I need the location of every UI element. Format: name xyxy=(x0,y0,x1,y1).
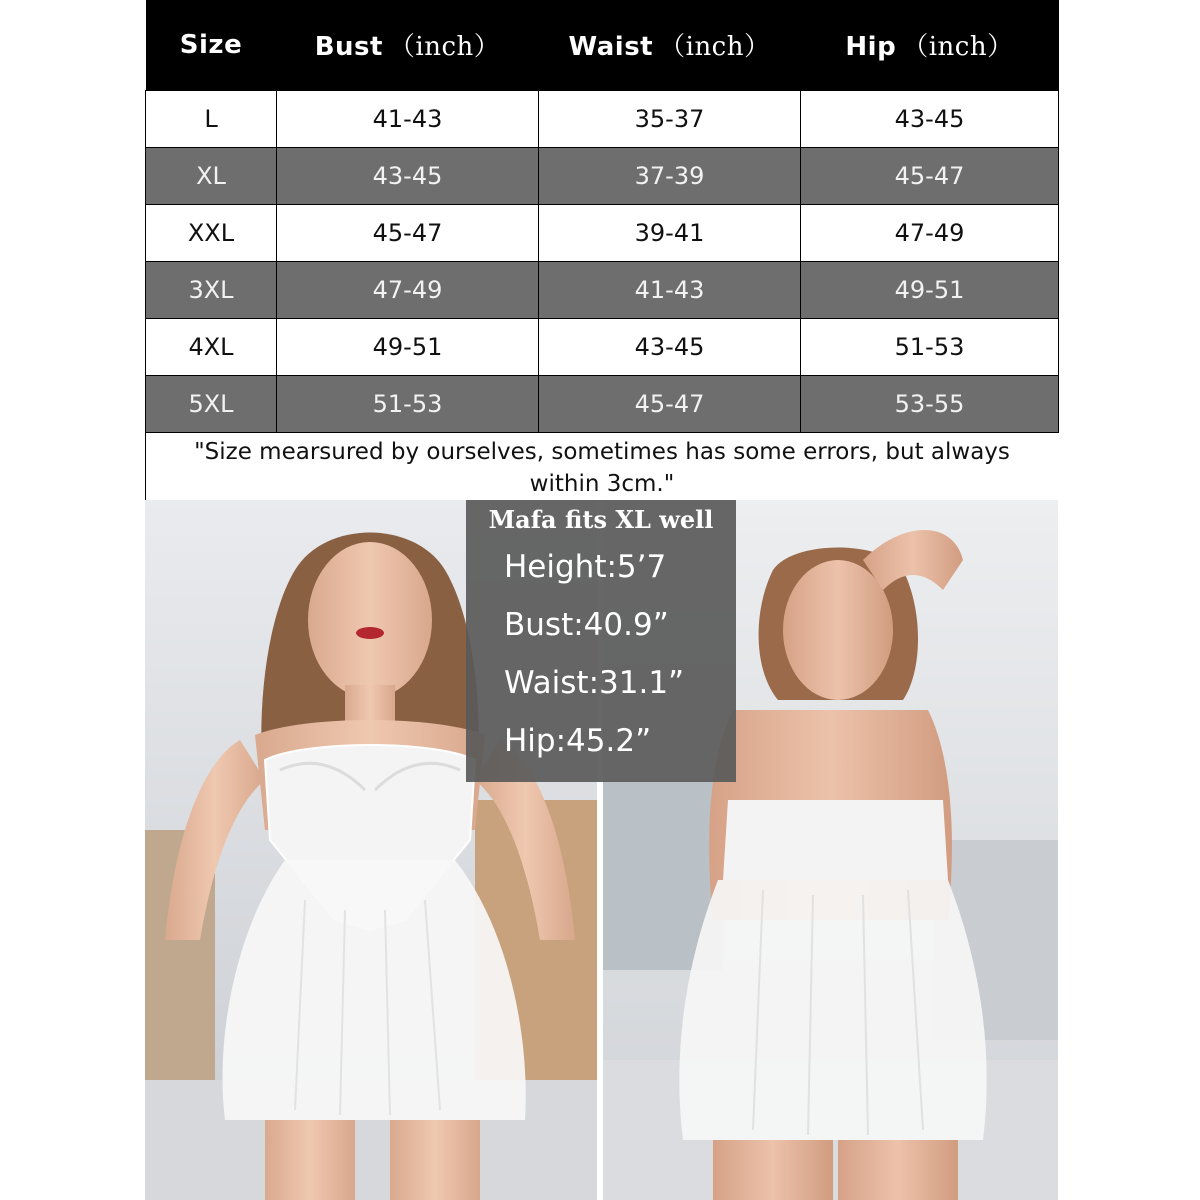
header-bust-unit: （inch） xyxy=(388,32,501,63)
header-hip-unit: （inch） xyxy=(902,32,1014,63)
cell-waist: 41-43 xyxy=(539,261,801,318)
model-bust: Bust:40.9” xyxy=(504,607,669,643)
cell-waist: 35-37 xyxy=(539,90,801,147)
cell-size: XL xyxy=(146,147,277,204)
cell-bust: 49-51 xyxy=(277,318,539,375)
cell-size: XXL xyxy=(146,204,277,261)
cell-waist: 37-39 xyxy=(539,147,801,204)
table-row xyxy=(146,90,1059,147)
measurement-note: "Size mearsured by ourselves, sometimes has some errors, but always within 3cm." xyxy=(145,433,1058,503)
cell-hip: 49-51 xyxy=(801,261,1059,318)
table-row xyxy=(146,318,1059,375)
cell-hip: 51-53 xyxy=(801,318,1059,375)
table-row xyxy=(146,261,1059,318)
header-size: Size xyxy=(179,29,243,60)
cell-waist: 43-45 xyxy=(539,318,801,375)
table-header-row xyxy=(146,0,1059,90)
cell-waist: 45-47 xyxy=(539,375,801,432)
cell-hip: 45-47 xyxy=(801,147,1059,204)
header-waist-unit: （inch） xyxy=(659,32,771,63)
table-row xyxy=(146,375,1059,432)
cell-size: 3XL xyxy=(146,261,277,318)
size-table xyxy=(145,0,1059,433)
header-waist: Waist （inch） xyxy=(568,32,771,63)
cell-size: 4XL xyxy=(146,318,277,375)
model-waist: Waist:31.1” xyxy=(504,665,685,701)
cell-bust: 47-49 xyxy=(277,261,539,318)
cell-size: 5XL xyxy=(146,375,277,432)
model-measurements-box xyxy=(466,500,736,782)
cell-bust: 41-43 xyxy=(277,90,539,147)
size-chart xyxy=(145,0,1058,503)
header-bust: Bust （inch） xyxy=(314,32,501,63)
cell-bust: 43-45 xyxy=(277,147,539,204)
table-row xyxy=(146,204,1059,261)
cell-bust: 51-53 xyxy=(277,375,539,432)
model-height: Height:5’7 xyxy=(504,549,667,585)
cell-bust: 45-47 xyxy=(277,204,539,261)
model-fit-title: Mafa fits XL well xyxy=(488,505,714,534)
model-hip: Hip:45.2” xyxy=(504,723,652,759)
cell-hip: 53-55 xyxy=(801,375,1059,432)
cell-hip: 43-45 xyxy=(801,90,1059,147)
cell-waist: 39-41 xyxy=(539,204,801,261)
cell-hip: 47-49 xyxy=(801,204,1059,261)
cell-size: L xyxy=(146,90,277,147)
header-hip: Hip （inch） xyxy=(845,32,1014,63)
table-row xyxy=(146,147,1059,204)
